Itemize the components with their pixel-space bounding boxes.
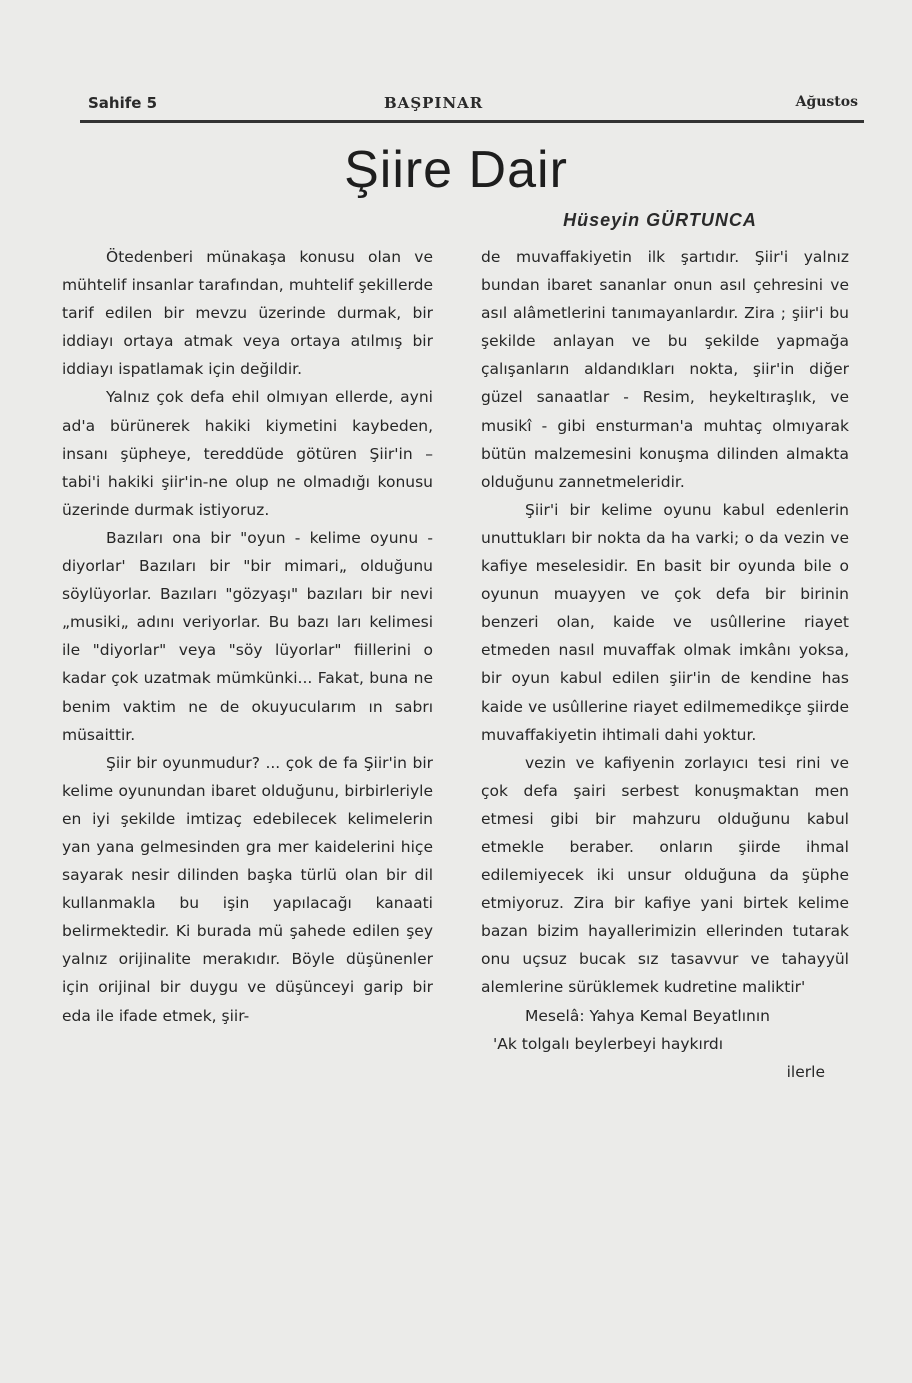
paragraph: Şiir bir oyunmudur? ... çok de fa Şiir'in bir kelime oyunundan ibaret olduğunu, birbirleriyle en iyi şekilde imtizaç edebilecek kelimelerin yan yana gelmesinden gra mer kaidelerini hiçe sayarak nesir dilinden başka türlü olan bir dil kullanmakla bu işin yapılacağı kanaati belirmektedir. Ki burada mü şahede edilen şey yalnız orijinalite merakıdır. Böyle düşünenler için orijinal bir duygu ve düşünceyi garip bir eda ile ifade etmek, şiir- xyxy=(62,753,433,1025)
issue-month: Ağustos xyxy=(795,94,858,110)
paragraph: Bazıları ona bir "oyun - kelime oyunu - diyorlar' Bazıları bir "bir mimari„ olduğunu söylüyorlar. Bazıları "gözyaşı" bazıları bir nevi „musiki„ adını veriyorlar. Bu bazı ları kelimesi ile "diyorlar" veya "söy lüyorlar" fiillerini o kadar çok uzatmak mümkünki... Fakat, buna ne benim vaktim ne de okuyucularım ın sabrı müsaittir. xyxy=(62,528,433,744)
paragraph: Yalnız çok defa ehil olmıyan ellerde, ayni ad'a bürünerek hakiki kiymetini kaybeden, insanı şüpheye, tereddüde götüren Şiir'in – tabi'i hakiki şiir'in-ne olup ne olmadığı konusu üzerinde durmak istiyoruz. xyxy=(62,388,433,519)
paragraph: de muvaffakiyetin ilk şartıdır. Şiir'i yalnız bundan ibaret sananlar onun asıl çehresini ve asıl alâmetlerini tanımayanlardır. Zira ; şiir'i bu şekilde anlayan ve bu şekilde yapmağa çalışanların aldandıkları nokta, şiir'in diğer güzel sanaatlar - Resim, heykeltıraşlık, ve musikî - gibi ensturman'a muhtaç olmıyarak bütün malzemesini konuşma dilinden almakta olduğunu zannetmeleridir. xyxy=(481,248,849,491)
paragraph: Meselâ: Yahya Kemal Beyatlının xyxy=(525,1006,770,1025)
page-number: Sahife 5 xyxy=(88,94,158,112)
article-author: Hüseyin GÜRTUNCA xyxy=(563,210,757,230)
header-rule xyxy=(80,120,864,123)
right-column xyxy=(481,243,849,1086)
paragraph: vezin ve kafiyenin zorlayıcı tesi rini ve çok defa şairi serbest konuşmaktan men etmesi gibi bir mahzuru olduğunu kabul etmekle beraber. onların şiirde ihmal edilemiyecek iki unsur olduğuna da şüphe etmiyoruz. Zira bir kafiye yani birtek kelime bazan bizim hayallerimizin ellerinden tutarak onu uçsuz bucak sız tasavvur ve tahayyül alemlerine sürüklemek kudretine maliktir' xyxy=(481,753,849,997)
paragraph: Ötedenberi münakaşa konusu olan ve mühtelif insanlar tarafından, muhtelif şekillerde tarif edilen bir mevzu üzerinde durmak, bir iddiayı ortaya atmak veya ortaya atılmış bir iddiayı ispatlamak için değildir. xyxy=(62,248,433,379)
left-column xyxy=(62,243,433,1030)
magazine-name: BAŞPINAR xyxy=(384,94,484,112)
verse-line: ilerle xyxy=(786,1062,825,1081)
paragraph: Şiir'i bir kelime oyunu kabul edenlerin unuttukları bir nokta da ha varki; o da vezin ve kafiye meselesidir. En basit bir oyunda bile o oyunun muayyen ve çok defa bir birinin benzeri olan, kaide ve usûllerine riayet etmeden nasıl muvaffak olmak imkânı yoksa, bir oyun kabul edilen şiir'in de kendine has kaide ve usûllerine riayet edilmemedikçe şiirde muvaffakiyetin ihtimali dahi yoktur. xyxy=(481,500,849,744)
verse-line: 'Ak tolgalı beylerbeyi haykırdı xyxy=(493,1034,724,1053)
page-header xyxy=(88,94,864,116)
article-title: Şiire Dair xyxy=(344,141,568,199)
